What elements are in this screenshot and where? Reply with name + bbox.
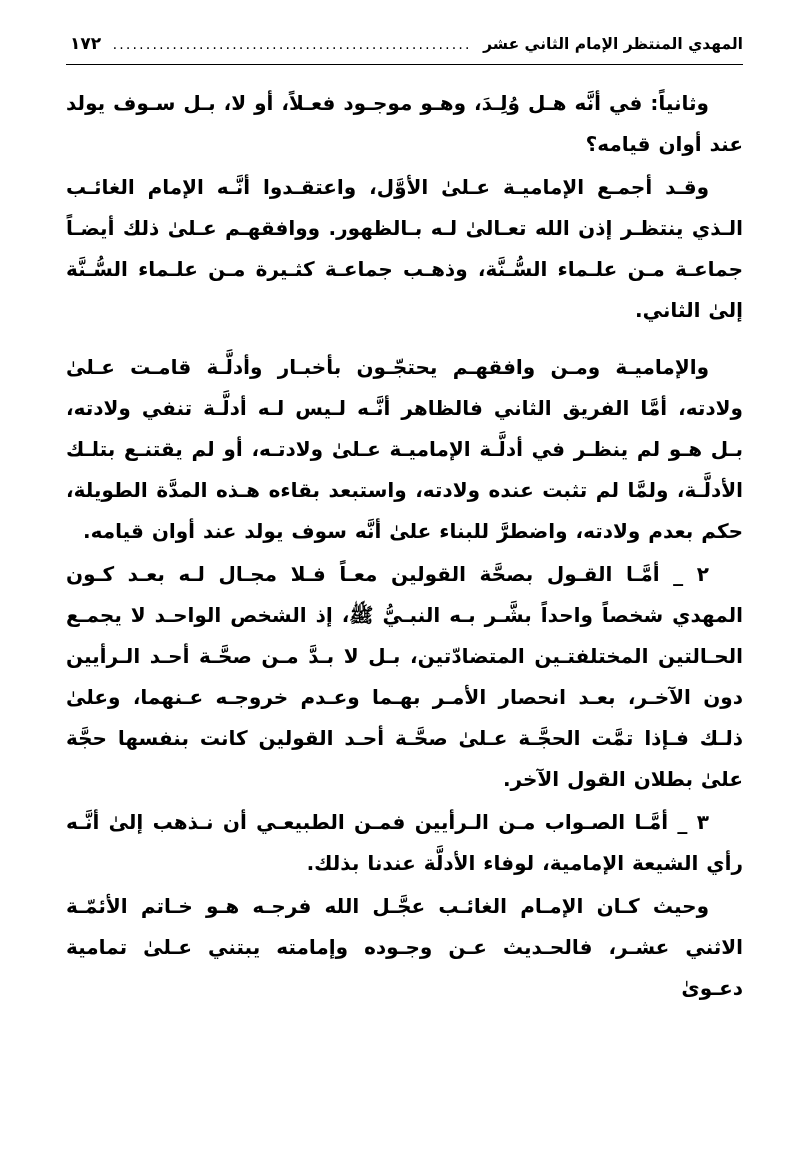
header-title: المهدي المنتظر الإمام الثاني عشر [483,35,743,53]
page-number: ١٧٢ [70,34,102,54]
paragraph-6: وحيث كـان الإمـام الغائـب عجَّـل الله فرجـه هـو خـاتم الأئمّـة الاثني عشـر، فالحـديث عـن وجـوده وإمامته يبتني عـلىٰ تمامية دعـوىٰ [66,894,743,1000]
header-dot-leader: ...................................................... [112,37,472,53]
page-header [66,28,743,54]
paragraph-1: وثانياً: في أنَّه هـل وُلِـدَ، وهـو موجـود فعـلاً، أو لا، بـل سـوف يولد عند أوان قيامه؟ [66,91,743,156]
paragraph-2: وقـد أجمـع الإماميـة عـلىٰ الأوَّل، واعتقـدوا أنَّـه الإمام الغائـب الـذي ينتظـر إذن الله تعـالىٰ لـه بـالظهور. ووافقهـم عـلىٰ ذلك أيضـاً جماعـة مـن علـماء السُّـنَّة، وذهـب جماعـة كثـيرة مـن علـماء السُّـنَّة إلىٰ الثاني. [66,175,743,322]
paragraph-3: والإماميـة ومـن وافقهـم يحتجّـون بأخبـار وأدلَّـة قامـت عـلىٰ ولادته، أمَّا الفريق الثاني فالظاهر أنَّـه لـيس لـه أدلَّـة تنفي ولادته، بـل هـو لم ينظـر في أدلَّـة الإماميـة عـلىٰ ولادتـه، أو لم يقتنـع بتلـك الأدلَّـة، ولمَّا لم تثبت عنده ولادته، واستبعد بقاءه هـذه المدَّة الطويلة، حكم بعدم ولادته، واضطرَّ للبناء علىٰ أنَّه سوف يولد عند أوان قيامه. [66,355,743,543]
body-text [66,83,743,1009]
paragraph-spacer [66,333,743,347]
header-divider [66,64,743,65]
paragraph-4: ٢ _ أمَّـا القـول بصحَّة القولين معـاً فـلا مجـال لـه بعـد كـون المهدي شخصاً واحداً بشَّـر بـه النبـيُّ ﷺ، إذ الشخص الواحـد لا يجمـع الحـالتين المختلفتـين المتضادّتين، بـل لا بـدَّ مـن صحَّـة أحـد الـرأيين دون الآخـر، بعـد انحصار الأمـر بهـما وعـدم خروجـه عـنهما، وعلىٰ ذلـك فـإذا تمَّت الحجَّـة عـلىٰ صحَّـة أحـد القولين كانت بنفسها حجَّة علىٰ بطلان القول الآخر. [66,562,743,791]
paragraph-5: ٣ _ أمَّـا الصـواب مـن الـرأيين فمـن الطبيعـي أن نـذهب إلىٰ أنَّـه رأي الشيعة الإمامية، لوفاء الأدلَّة عندنا بذلك. [66,810,743,875]
